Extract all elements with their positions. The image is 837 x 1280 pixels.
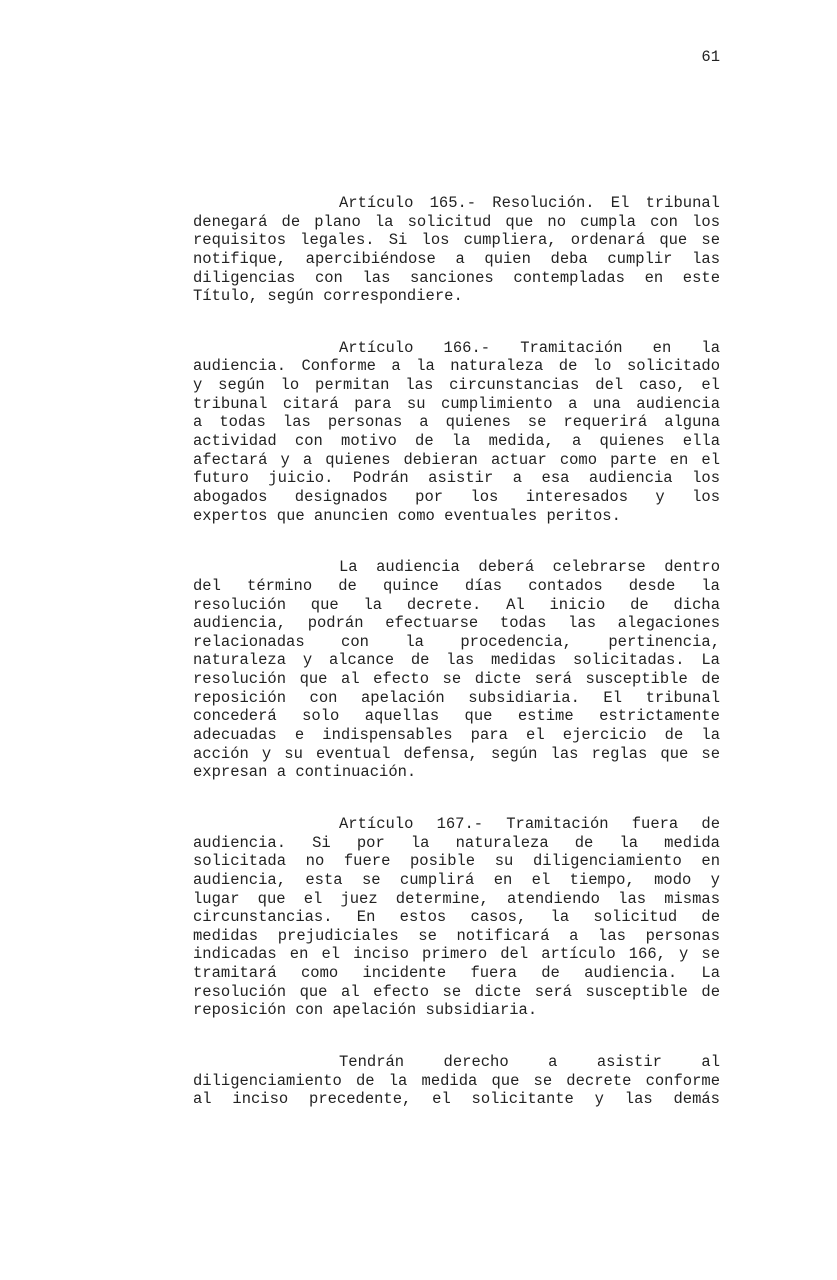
text-line: relacionadas con la procedencia, pertinencia, bbox=[193, 632, 720, 651]
text-line: diligenciamiento de la medida que se decrete conforme bbox=[193, 1071, 720, 1090]
text-line: audiencia, esta se cumplirá en el tiempo, modo y bbox=[193, 870, 720, 889]
text-line: tramitará como incidente fuera de audiencia. La bbox=[193, 964, 720, 983]
paragraph bbox=[193, 194, 720, 306]
text-line: futuro juicio. Podrán asistir a esa audiencia los bbox=[193, 469, 720, 488]
text-line: tribunal citará para su cumplimiento a una audiencia bbox=[193, 394, 720, 413]
text-line: acción y su eventual defensa, según las reglas que se bbox=[193, 744, 720, 763]
text-line: indicadas en el inciso primero del artículo 166, y se bbox=[193, 945, 720, 964]
text-line: a todas las personas a quienes se requerirá alguna bbox=[193, 413, 720, 432]
paragraph bbox=[193, 815, 720, 1020]
text-line: reposición con apelación subsidiaria. El tribunal bbox=[193, 688, 720, 707]
text-line: La audiencia deberá celebrarse dentro bbox=[339, 558, 720, 577]
text-line: audiencia, podrán efectuarse todas las alegaciones bbox=[193, 614, 720, 633]
text-line: expertos que anuncien como eventuales peritos. bbox=[193, 506, 621, 525]
text-line: Artículo 165.- Resolución. El tribunal bbox=[339, 194, 720, 212]
text-line: diligencias con las sanciones contempladas en este bbox=[193, 268, 720, 287]
paragraph bbox=[193, 339, 720, 525]
paragraph bbox=[193, 1053, 720, 1109]
text-line: resolución que al efecto se dicte será susceptible de bbox=[193, 670, 720, 689]
page-number: 61 bbox=[701, 48, 720, 66]
text-line: y según lo permitan las circunstancias del caso, el bbox=[193, 376, 720, 395]
text-line: audiencia. Si por la naturaleza de la medida bbox=[193, 833, 720, 852]
text-line: audiencia. Conforme a la naturaleza de lo solicitado bbox=[193, 357, 720, 376]
text-line: naturaleza y alcance de las medidas solicitadas. La bbox=[193, 651, 720, 670]
text-line: requisitos legales. Si los cumpliera, ordenará que se bbox=[193, 231, 720, 250]
text-line: abogados designados por los interesados y los bbox=[193, 487, 720, 506]
text-line: lugar que el juez determine, atendiendo las mismas bbox=[193, 889, 720, 908]
text-line: Artículo 166.- Tramitación en la bbox=[339, 338, 720, 357]
text-line: actividad con motivo de la medida, a quienes ella bbox=[193, 432, 720, 451]
text-line: circunstancias. En estos casos, la solicitud de bbox=[193, 908, 720, 927]
text-line: del término de quince días contados desde la bbox=[193, 576, 720, 595]
text-line: resolución que la decrete. Al inicio de dicha bbox=[193, 595, 720, 614]
text-line: Artículo 167.- Tramitación fuera de bbox=[339, 814, 720, 833]
text-line: adecuadas e indispensables para el ejercicio de la bbox=[193, 726, 720, 745]
text-line: resolución que al efecto se dicte será susceptible de bbox=[193, 982, 720, 1001]
text-line: expresan a continuación. bbox=[193, 763, 417, 782]
text-line: reposición con apelación subsidiaria. bbox=[193, 1001, 538, 1020]
text-line: Título, según correspondiere. bbox=[193, 287, 463, 306]
text-line: denegará de plano la solicitud que no cumpla con los bbox=[193, 212, 720, 231]
paragraph bbox=[193, 558, 720, 782]
text-line: concederá solo aquellas que estime estrictamente bbox=[193, 707, 720, 726]
text-line: notifique, apercibiéndose a quien deba cumplir las bbox=[193, 249, 720, 268]
text-line: afectará y a quienes debieran actuar como parte en el bbox=[193, 450, 720, 469]
text-line: medidas prejudiciales se notificará a las personas bbox=[193, 926, 720, 945]
text-line: Tendrán derecho a asistir al bbox=[339, 1052, 720, 1071]
text-line: al inciso precedente, el solicitante y las demás bbox=[193, 1090, 720, 1109]
text-line: solicitada no fuere posible su diligenciamiento en bbox=[193, 852, 720, 871]
document-body bbox=[193, 194, 720, 1142]
